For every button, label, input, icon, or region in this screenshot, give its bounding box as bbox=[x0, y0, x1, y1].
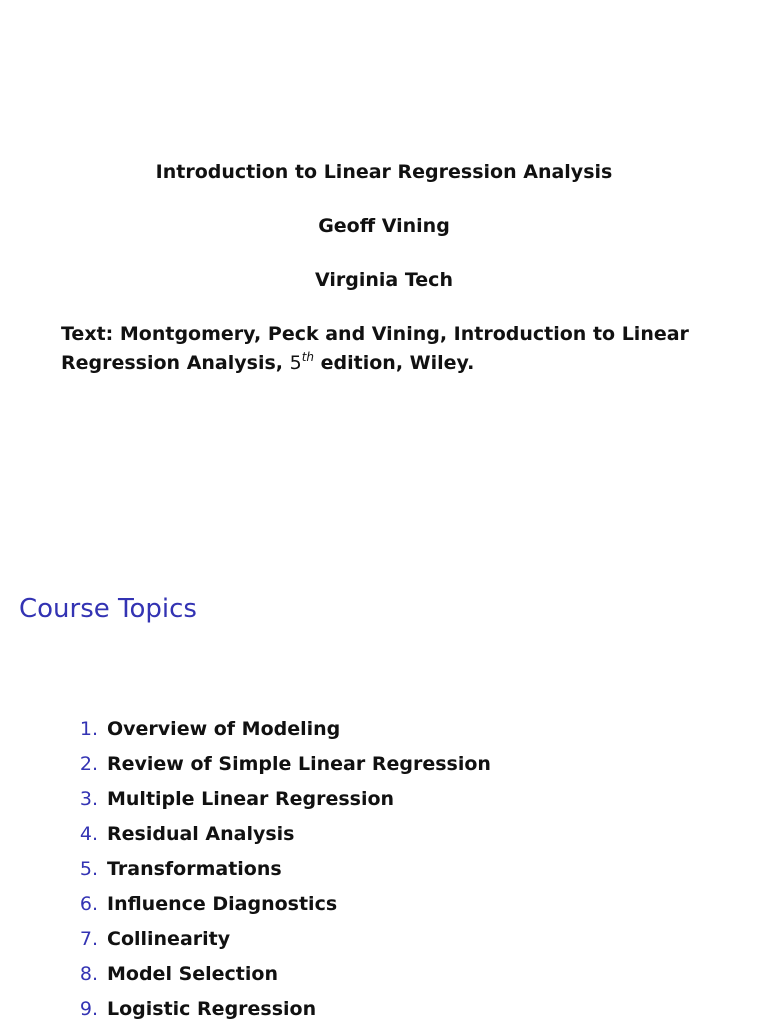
list-item-number: 8. bbox=[79, 963, 98, 985]
institution: Virginia Tech bbox=[315, 269, 453, 291]
list-item-label: Model Selection bbox=[107, 963, 278, 985]
list-item-number: 2. bbox=[79, 753, 98, 775]
list-item-label: Influence Diagnostics bbox=[107, 893, 338, 915]
list-item-number: 9. bbox=[79, 998, 98, 1020]
textbook-reference-prefix: Text: Montgomery, Peck and Vining, Introduction to Linear Regression Analysis, bbox=[61, 323, 689, 374]
list-item-label: Transformations bbox=[107, 858, 282, 880]
edition-number: 5 bbox=[289, 352, 302, 374]
list-item-number: 4. bbox=[79, 823, 98, 845]
list-item-label: Review of Simple Linear Regression bbox=[107, 753, 491, 775]
frame-title: Course Topics bbox=[19, 594, 197, 624]
list-item-label: Overview of Modeling bbox=[107, 718, 341, 740]
textbook-reference-suffix: edition, Wiley. bbox=[314, 352, 475, 374]
list-item-number: 7. bbox=[79, 928, 98, 950]
course-title: Introduction to Linear Regression Analysis bbox=[155, 161, 613, 183]
edition-superscript: th bbox=[301, 350, 315, 364]
list-item-label: Logistic Regression bbox=[107, 998, 317, 1020]
list-item-label: Multiple Linear Regression bbox=[107, 788, 395, 810]
list-item-label: Collinearity bbox=[107, 928, 231, 950]
list-item-number: 5. bbox=[79, 858, 98, 880]
list-item-label: Residual Analysis bbox=[107, 823, 295, 845]
list-item-number: 6. bbox=[79, 893, 98, 915]
list-item-number: 1. bbox=[79, 718, 98, 740]
author-name: Geoff Vining bbox=[318, 215, 450, 237]
topics-slide bbox=[0, 560, 768, 1024]
list-item-number: 3. bbox=[79, 788, 98, 810]
textbook-reference bbox=[61, 320, 721, 378]
